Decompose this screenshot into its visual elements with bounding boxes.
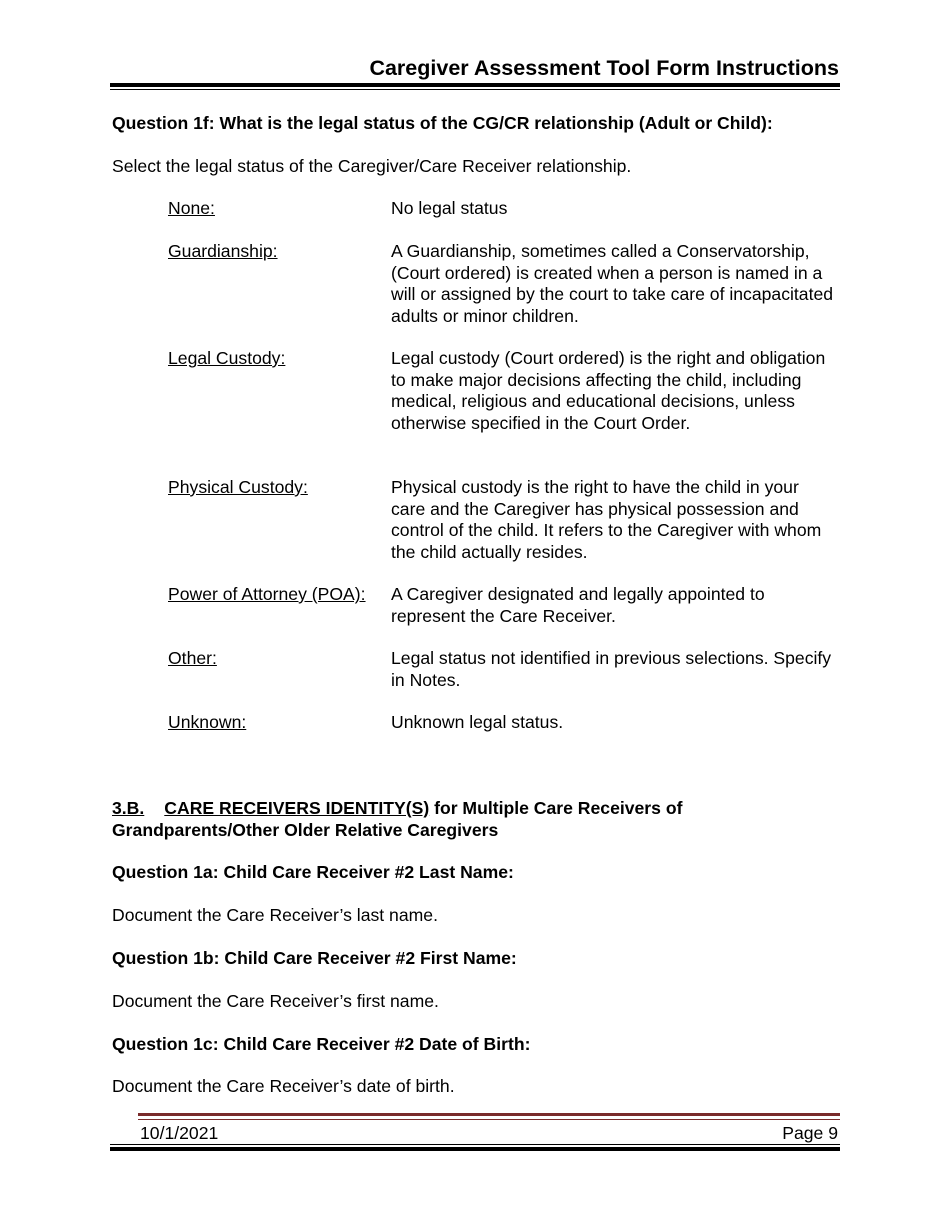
section-3b-heading [112,798,752,841]
question-1f-intro: Select the legal status of the Caregiver/Care Receiver relationship. [112,156,632,176]
option-term: Physical Custody: [168,477,308,497]
question-1c-heading: Question 1c: Child Care Receiver #2 Date of Birth: [112,1034,531,1054]
option-definition: Unknown legal status. [391,712,564,732]
question-1a-text: Document the Care Receiver’s last name. [112,905,438,925]
footer-rule-red-thin [138,1119,840,1120]
section-number: 3.B. [112,798,145,818]
question-1b-text: Document the Care Receiver’s first name. [112,991,439,1011]
option-definition: A Guardianship, sometimes called a Conservatorship, (Court ordered) is created when a person is named in a will or assigned by the court to take care of incapacitated adults or minor children. [391,241,834,326]
section-title-underlined: CARE RECEIVERS IDENTITY(S) [164,798,430,818]
option-term: Unknown: [168,712,247,732]
option-definition: Legal status not identified in previous selections. Specify in Notes. [391,648,832,690]
option-definition: Legal custody (Court ordered) is the right and obligation to make major decisions affecting the child, including medical, religious and educational decisions, unless otherwise specified in the Court Order. [391,348,826,433]
option-term: None: [168,198,215,218]
option-definition: A Caregiver designated and legally appointed to represent the Care Receiver. [391,584,765,626]
question-1f-heading: Question 1f: What is the legal status of the CG/CR relationship (Adult or Child): [112,113,773,133]
section-title-rest: for Multiple Care Receivers of Grandparents/Other Older Relative Caregivers [112,798,683,840]
footer-date: 10/1/2021 [140,1123,219,1143]
footer-rule-thin [110,1144,840,1145]
page-title: Caregiver Assessment Tool Form Instructions [369,56,839,80]
option-term: Power of Attorney (POA): [168,584,366,604]
question-1a-heading: Question 1a: Child Care Receiver #2 Last Name: [112,862,514,882]
option-term: Guardianship: [168,241,278,261]
option-term: Other: [168,648,217,668]
header-rule-thin [110,89,840,90]
option-definition: No legal status [391,198,508,218]
footer-rule-thick [110,1147,840,1151]
question-1b-heading: Question 1b: Child Care Receiver #2 First Name: [112,948,517,968]
option-term: Legal Custody: [168,348,286,368]
question-1c-text: Document the Care Receiver’s date of birth. [112,1076,455,1096]
header-rule-thick [110,83,840,87]
footer-rule-red [138,1113,840,1116]
page-number: Page 9 [782,1123,838,1143]
option-definition: Physical custody is the right to have the child in your care and the Caregiver has physical possession and control of the child. It refers to the Caregiver with whom the child actually resides. [391,477,822,562]
